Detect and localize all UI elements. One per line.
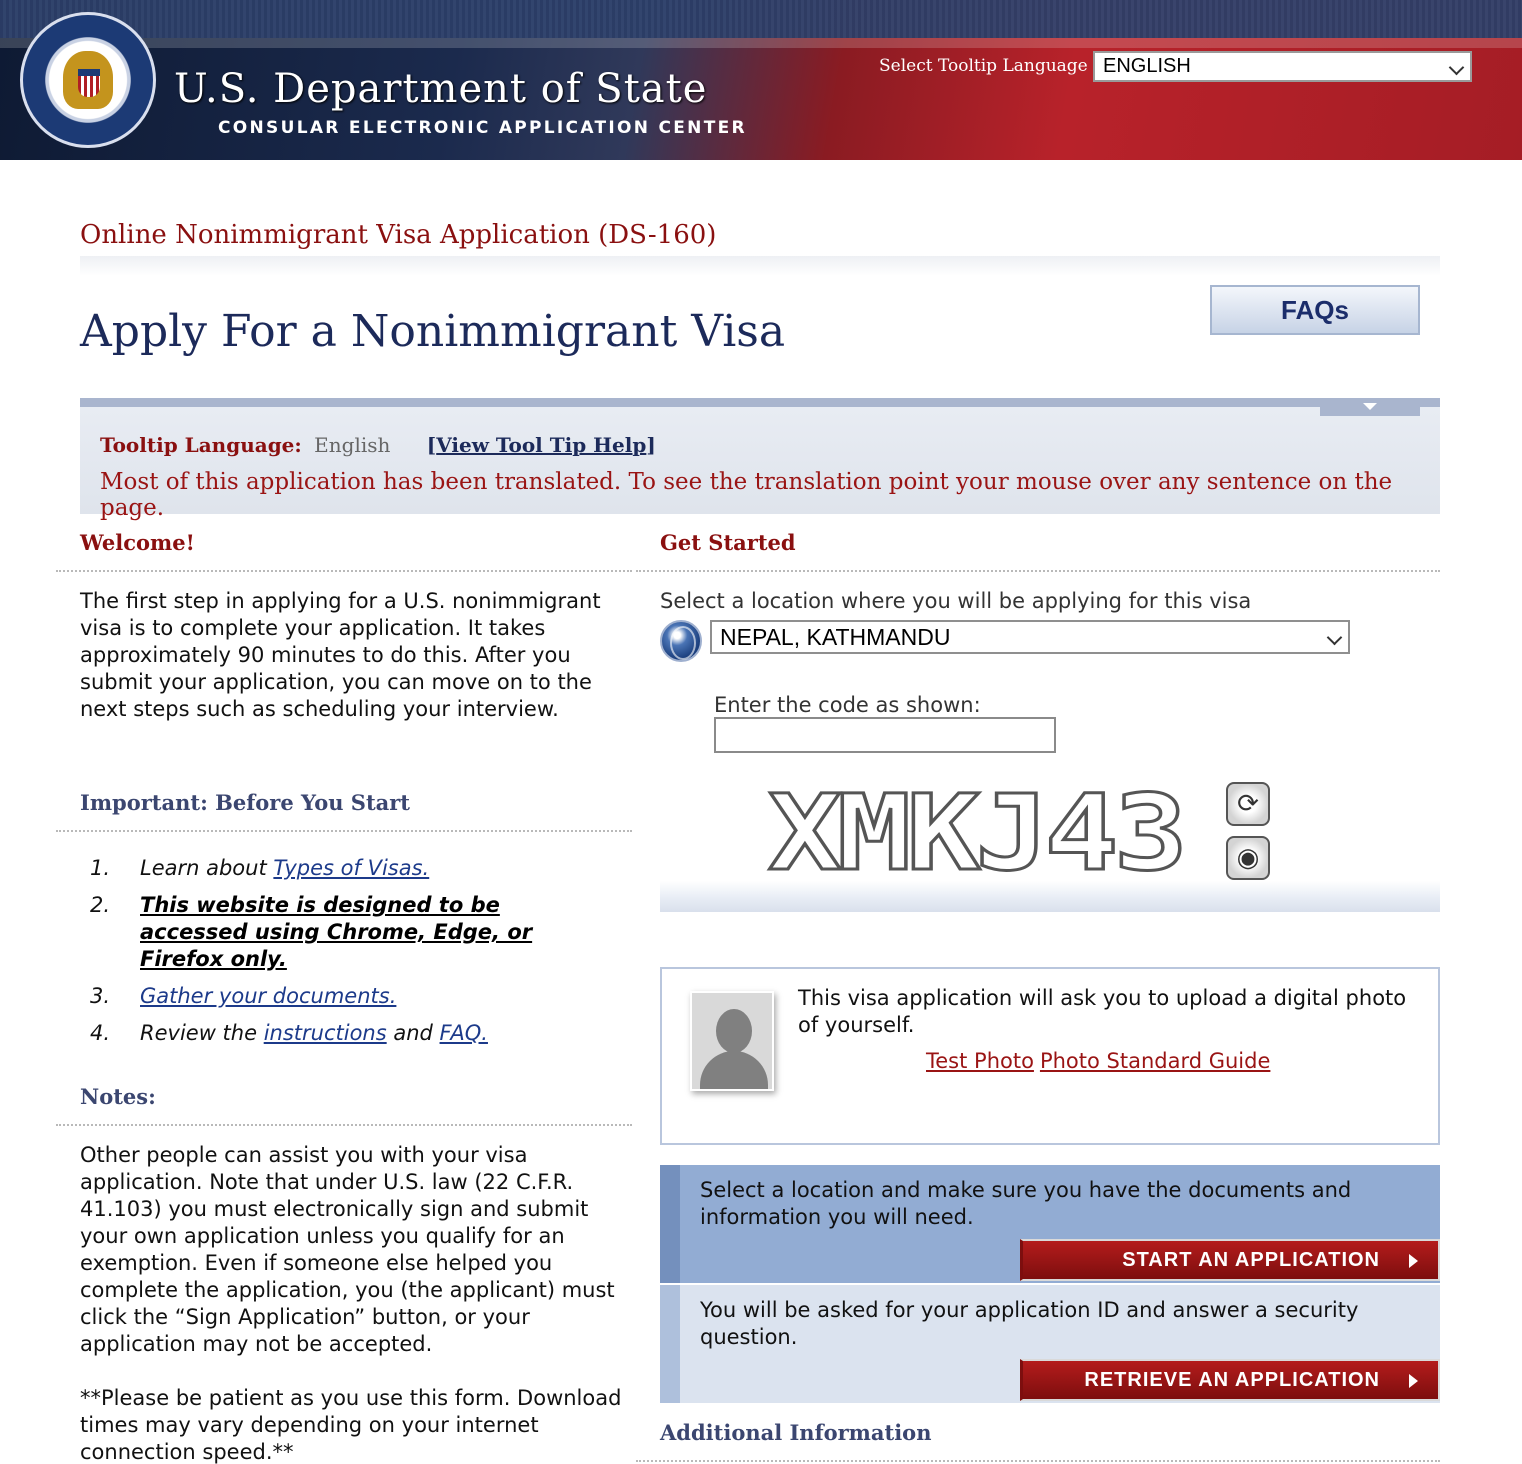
refresh-captcha-icon[interactable]: ⟳	[1226, 782, 1270, 826]
title-divider	[80, 256, 1440, 276]
collapse-tab-icon[interactable]	[1320, 398, 1420, 416]
start-application-text: Select a location and make sure you have the documents and information you will need.	[700, 1178, 1352, 1229]
tooltip-language-current: English	[314, 433, 391, 457]
start-application-label: START AN APPLICATION	[1122, 1249, 1380, 1271]
shield-shape	[78, 69, 100, 97]
list-item	[90, 855, 610, 882]
notes-heading: Notes:	[80, 1084, 156, 1109]
translation-notice: Most of this application has been translated. To see the translation point your mouse over any sentence on the page.	[100, 469, 1393, 521]
tooltip-help-wrapper	[427, 433, 656, 457]
audio-captcha-icon[interactable]: ◉	[1226, 836, 1270, 880]
arrow-right-icon	[1409, 1374, 1418, 1388]
panel-accent	[660, 1165, 680, 1283]
step-text	[140, 983, 396, 1010]
important-heading: Important: Before You Start	[80, 790, 411, 815]
globe-icon	[660, 620, 702, 662]
faqs-button[interactable]: FAQs	[1210, 285, 1420, 335]
step-prefix: Review the	[140, 1021, 264, 1045]
panel-accent	[660, 1285, 680, 1403]
types-of-visas-link[interactable]: Types of Visas.	[273, 856, 430, 880]
section-divider	[636, 1460, 1440, 1462]
instructions-link[interactable]: instructions	[263, 1021, 387, 1045]
header-top-band	[0, 0, 1522, 38]
location-label: Select a location where you will be applying for this visa	[660, 589, 1252, 613]
tooltip-language-line	[100, 433, 656, 457]
list-item	[90, 1020, 610, 1047]
step-number: 1.	[90, 856, 111, 880]
step-number: 2.	[90, 893, 111, 917]
captcha-label: Enter the code as shown:	[714, 693, 981, 717]
section-divider	[56, 830, 632, 832]
photo-standard-guide-link[interactable]: Photo Standard Guide	[1039, 1049, 1271, 1073]
retrieve-application-label: RETRIEVE AN APPLICATION	[1084, 1369, 1380, 1391]
tooltip-language-value: ENGLISH	[1103, 55, 1191, 77]
chevron-down-icon	[1449, 60, 1465, 76]
step-text	[140, 1020, 488, 1047]
state-department-seal-icon	[20, 12, 156, 148]
tooltip-language-label: Select Tooltip Language	[879, 56, 1088, 76]
photo-info-box	[660, 967, 1440, 1145]
location-value: NEPAL, KATHMANDU	[720, 624, 951, 650]
page-title: Apply For a Nonimmigrant Visa	[80, 306, 786, 357]
get-started-heading: Get Started	[660, 530, 796, 555]
header-stripe	[0, 38, 1522, 48]
chevron-down-icon	[1327, 630, 1343, 646]
notes-text: Other people can assist you with your visa application. Note that under U.S. law (22 C.F.R. 41.103) you must electronically sign and submit your own application unless you qualify for an exemption. Even if someone else helped you complete the application, you (the applicant) must click the “Sign Application” button, or your application may not be accepted.	[80, 1143, 615, 1356]
view-tooltip-help-link[interactable]: View Tool Tip Help	[436, 433, 647, 457]
patience-note: **Please be patient as you use this form. Download times may vary depending on your internet connection speed.**	[80, 1386, 622, 1464]
arrow-right-icon	[1409, 1254, 1418, 1268]
section-divider	[636, 570, 1440, 572]
tooltip-language-bar	[80, 398, 1440, 521]
list-item	[90, 983, 610, 1010]
site-header	[0, 0, 1522, 160]
tooltip-language-select[interactable]	[1093, 51, 1472, 82]
captcha-input[interactable]	[714, 717, 1056, 753]
captcha-image: XMKJ43	[768, 772, 1183, 894]
step-number: 4.	[90, 1021, 111, 1045]
welcome-heading: Welcome!	[80, 530, 195, 555]
list-item	[90, 892, 610, 973]
department-title: U.S. Department of State	[174, 66, 708, 112]
section-divider	[56, 570, 632, 572]
section-divider	[56, 1124, 632, 1126]
step-number: 3.	[90, 984, 111, 1008]
gather-documents-link[interactable]: Gather your documents.	[140, 984, 397, 1008]
faq-link[interactable]: FAQ.	[439, 1021, 488, 1045]
start-application-button[interactable]	[1020, 1239, 1440, 1281]
step-connector: and	[386, 1021, 440, 1045]
retrieve-application-button[interactable]	[1020, 1359, 1440, 1401]
before-you-start-list	[90, 855, 610, 1057]
avatar-placeholder-icon	[690, 991, 774, 1091]
welcome-text: The first step in applying for a U.S. nonimmigrant visa is to complete your application. It takes approximately 90 minutes to do this. After you submit your application, you can move on to the next steps such as scheduling your interview.	[80, 589, 601, 721]
step-text	[140, 855, 429, 882]
test-photo-link[interactable]: Test Photo	[926, 1049, 1034, 1073]
step-prefix: Learn about	[140, 856, 274, 880]
supported-browsers-link[interactable]: This website is designed to be accessed using Chrome, Edge, or Firefox only.	[140, 893, 533, 971]
start-application-panel	[660, 1165, 1440, 1283]
avatar-head	[716, 1009, 752, 1053]
avatar-body	[700, 1051, 768, 1091]
retrieve-application-text: You will be asked for your application ID and answer a security question.	[700, 1298, 1359, 1349]
department-subtitle: CONSULAR ELECTRONIC APPLICATION CENTER	[218, 118, 747, 138]
photo-links	[926, 1049, 1276, 1073]
form-title: Online Nonimmigrant Visa Application (DS-160)	[80, 220, 717, 250]
captcha-panel	[660, 770, 1440, 912]
tooltip-language-heading: Tooltip Language:	[100, 433, 302, 457]
step-text	[140, 892, 610, 973]
photo-info-text: This visa application will ask you to upload a digital photo of yourself.	[798, 986, 1407, 1037]
retrieve-application-panel	[660, 1285, 1440, 1403]
bracket-open: [	[426, 433, 437, 457]
location-select[interactable]	[710, 620, 1350, 654]
additional-information-heading: Additional Information	[660, 1420, 932, 1445]
bracket-close: ]	[646, 433, 656, 457]
